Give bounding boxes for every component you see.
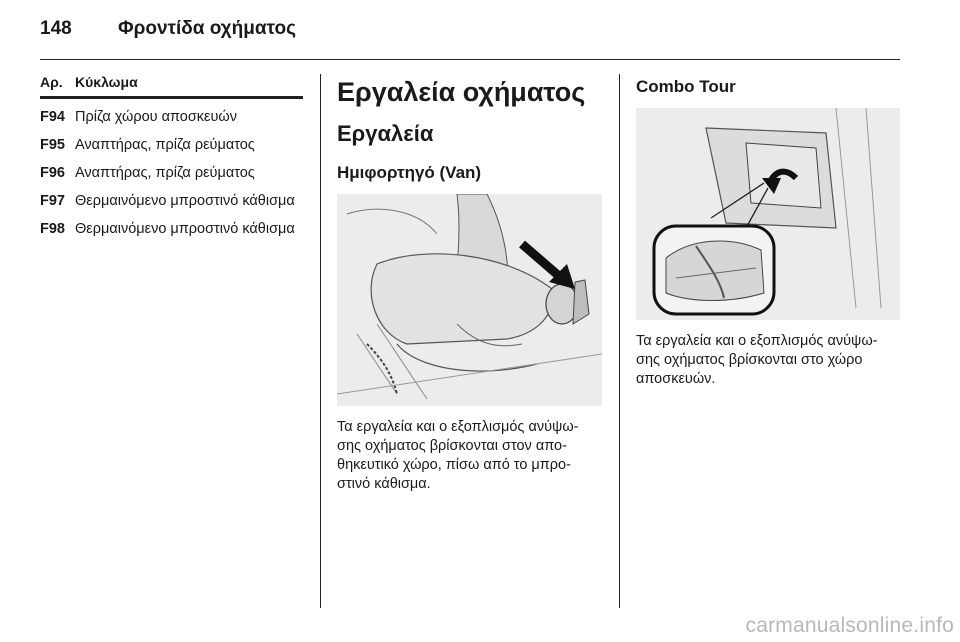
fuse-number: F97 xyxy=(40,193,65,209)
watermark: carmanualsonline.info xyxy=(745,614,954,637)
fuse-number: F96 xyxy=(40,165,65,181)
column-divider xyxy=(320,74,321,608)
table-row xyxy=(40,108,303,127)
combo-heading: Combo Tour xyxy=(636,77,736,96)
fuse-number: F98 xyxy=(40,221,65,237)
running-title: Φροντίδα οχήματος xyxy=(118,18,296,39)
page-header xyxy=(40,18,900,48)
fuse-circuit: Πρίζα χώρου αποσκευών xyxy=(75,109,237,125)
fuse-number: F94 xyxy=(40,109,65,125)
table-row xyxy=(40,136,303,155)
section-title: Εργαλεία οχήματος xyxy=(337,77,586,107)
fuse-circuit: Αναπτήρας, πρίζα ρεύματος xyxy=(75,137,255,153)
combo-caption: Τα εργαλεία και ο εξοπλισμός ανύψω-σης οχήματος βρίσκονται στο χώρο αποσκευών. xyxy=(636,333,878,387)
section-subtitle: Εργαλεία xyxy=(337,121,434,146)
fuse-table xyxy=(40,74,303,239)
van-seat-illustration xyxy=(337,194,602,406)
van-heading: Ημιφορτηγό (Van) xyxy=(337,163,482,182)
table-row xyxy=(40,220,303,239)
column-header-circuit: Κύκλωμα xyxy=(75,74,138,90)
fuse-number: F95 xyxy=(40,137,65,153)
fuse-circuit: Αναπτήρας, πρίζα ρεύματος xyxy=(75,165,255,181)
table-row xyxy=(40,192,303,211)
fuse-circuit: Θερμαινόμενο μπροστινό κάθισμα xyxy=(75,193,295,209)
table-row xyxy=(40,164,303,183)
header-rule xyxy=(40,59,900,60)
column-header-number: Αρ. xyxy=(40,74,63,90)
page-number: 148 xyxy=(40,18,72,39)
tools-section-van xyxy=(337,74,602,494)
tools-section-combo xyxy=(636,74,900,389)
fuse-table-header xyxy=(40,74,303,99)
combo-trunk-illustration xyxy=(636,108,900,320)
fuse-circuit: Θερμαινόμενο μπροστινό κάθισμα xyxy=(75,221,295,237)
van-caption: Τα εργαλεία και ο εξοπλισμός ανύψω-σης οχήματος βρίσκονται στον απο-θηκευτικό χώρο, πίσω από το μπρο-στινό κάθισμα. xyxy=(337,419,579,492)
column-divider xyxy=(619,74,620,608)
